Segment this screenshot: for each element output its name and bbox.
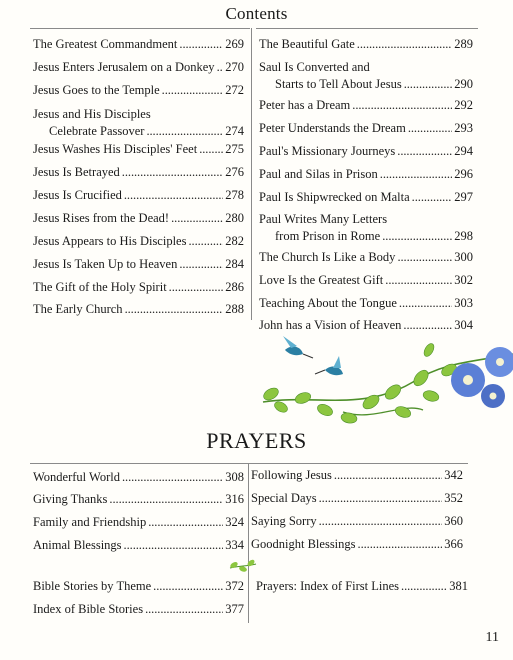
toc-entry-title-continued: Celebrate Passover [49,124,145,138]
dot-leader [397,249,452,266]
toc-entry-page: 334 [225,538,244,552]
toc-entry [33,514,244,531]
toc-entry-title: Paul Writes Many Letters [259,212,388,226]
dot-leader [109,491,223,508]
toc-entry-page: 274 [225,124,244,138]
toc-entry-title: Jesus Enters Jerusalem on a Donkey [33,60,215,74]
toc-entry [33,36,244,53]
toc-entry [33,210,244,227]
toc-entry-page: 308 [225,470,244,484]
toc-entry-page: 292 [454,98,473,112]
toc-entry-page: 360 [444,514,463,528]
toc-entry [33,537,244,554]
toc-entry-page: 298 [454,229,473,243]
dot-leader [122,469,223,486]
toc-entry-title: Special Days [251,491,317,505]
toc-entry-page: 342 [444,468,463,482]
toc-entry-title: Giving Thanks [33,492,108,506]
toc-entry-page: 270 [225,60,244,74]
dot-leader [179,36,223,53]
toc-entry-title: Index of Bible Stories [33,602,144,616]
dot-leader [397,143,452,160]
toc-entry-title: Goodnight Blessings [251,537,356,551]
toc-entry [33,578,244,595]
toc-entry-page: 300 [454,250,473,264]
toc-entry [259,211,473,245]
toc-entry-page: 276 [225,165,244,179]
prayers-column-divider [248,463,249,623]
toc-entry [259,295,473,312]
toc-entry-title: Paul Is Shipwrecked on Malta [259,190,410,204]
toc-entry-title: Jesus Is Taken Up to Heaven [33,257,178,271]
toc-entry-title: Paul and Silas in Prison [259,167,378,181]
toc-entry-title: The Greatest Commandment [33,37,178,51]
dot-leader [319,513,443,530]
toc-entry-page: 280 [225,211,244,225]
toc-entry [33,82,244,99]
toc-entry-page: 352 [444,491,463,505]
toc-entry [251,536,463,553]
toc-entry-page: 304 [454,318,473,332]
toc-entry [251,513,463,530]
toc-entry [33,59,244,76]
toc-entry [33,106,244,140]
dot-leader [357,36,452,53]
toc-entry-title: Teaching About the Tongue [259,296,397,310]
toc-entry-page: 278 [225,188,244,202]
toc-entry-title: Jesus Washes His Disciples' Feet [33,142,198,156]
toc-entry-title: Peter Understands the Dream [259,121,406,135]
toc-entry-title: Prayers: Index of First Lines [256,579,400,593]
dot-leader [408,120,452,137]
toc-entry [33,491,244,508]
toc-entry-title: Jesus Appears to His Disciples [33,234,187,248]
dot-leader [412,189,453,206]
toc-entry-title: Following Jesus [251,468,332,482]
toc-entry [33,187,244,204]
toc-entry-page: 377 [225,602,244,616]
toc-entry [33,164,244,181]
toc-entry-title: Bible Stories by Theme [33,579,152,593]
toc-entry-page: 289 [454,37,473,51]
toc-entry-title: Love Is the Greatest Gift [259,273,384,287]
toc-entry-page: 284 [225,257,244,271]
dot-leader [153,578,223,595]
toc-entry [33,233,244,250]
dot-leader [148,514,223,531]
toc-entry-page: 272 [225,83,244,97]
column-divider [251,28,252,320]
dot-leader [171,210,223,227]
dot-leader [199,141,223,158]
toc-entry-title: Jesus Goes to the Temple [33,83,160,97]
toc-entry-title: Jesus Is Betrayed [33,165,120,179]
contents-top-rule [30,28,250,29]
toc-entry [33,601,244,618]
dot-leader [382,228,452,245]
toc-entry [33,469,244,486]
toc-entry [259,120,473,137]
toc-entry-page: 294 [454,144,473,158]
dot-leader [145,601,223,618]
contents-heading: Contents [225,4,288,23]
toc-entry [259,166,473,183]
toc-entry-title-continued: Starts to Tell About Jesus [275,77,402,91]
toc-entry-page: 293 [454,121,473,135]
toc-entry-title: Jesus Is Crucified [33,188,122,202]
dot-leader [380,166,452,183]
toc-entry-page: 302 [454,273,473,287]
toc-entry-title: John has a Vision of Heaven [259,318,402,332]
dot-leader [146,123,223,140]
toc-entry-page: 290 [454,77,473,91]
dot-leader [122,164,223,181]
toc-entry-page: 381 [449,579,468,593]
dot-leader [352,97,452,114]
toc-entry-page: 286 [225,280,244,294]
dot-leader [401,578,447,595]
dot-leader [179,256,223,273]
toc-entry-title: Jesus and His Disciples [33,107,151,121]
toc-entry-page: 316 [225,492,244,506]
toc-entry [259,143,473,160]
dot-leader [358,536,443,553]
toc-entry [251,490,463,507]
dot-leader [334,467,442,484]
toc-entry [33,141,244,158]
dot-leader [124,537,224,554]
toc-entry-title: Wonderful World [33,470,120,484]
toc-entry-title: Animal Blessings [33,538,122,552]
toc-entry [259,97,473,114]
toc-entry-title: Jesus Rises from the Dead! [33,211,170,225]
toc-entry-title: The Church Is Like a Body [259,250,396,264]
dot-leader [399,295,452,312]
toc-entry-page: 297 [454,190,473,204]
toc-entry-page: 372 [225,579,244,593]
toc-entry-title: Saying Sorry [251,514,317,528]
toc-entry-page: 296 [454,167,473,181]
dot-leader [124,187,223,204]
dot-leader [162,82,224,99]
dot-leader [169,279,224,296]
toc-entry-page: 288 [225,302,244,316]
toc-entry-page: 269 [225,37,244,51]
toc-entry-title: Saul Is Converted and [259,60,370,74]
toc-entry-title: Paul's Missionary Journeys [259,144,396,158]
prayers-top-rule [30,463,250,464]
toc-entry-page: 324 [225,515,244,529]
prayers-heading: PRAYERS [206,428,307,453]
leaf-sprig-illustration [228,558,258,574]
dot-leader [404,76,453,93]
contents-top-rule-right [256,28,478,29]
toc-entry [251,467,463,484]
flower-vine-with-birds-illustration [253,332,513,442]
toc-entry [256,578,468,595]
prayers-top-rule-right [248,463,468,464]
toc-entry-page: 366 [444,537,463,551]
dot-leader [217,59,224,76]
page-number: 11 [485,630,499,645]
dot-leader [188,233,223,250]
toc-entry [33,279,244,296]
toc-entry-title: The Early Church [33,302,123,316]
toc-entry-page: 303 [454,296,473,310]
toc-entry [259,36,473,53]
toc-entry [259,59,473,93]
dot-leader [385,272,452,289]
toc-entry [259,272,473,289]
toc-entry-page: 275 [225,142,244,156]
toc-entry-page: 282 [225,234,244,248]
toc-entry [33,301,244,318]
toc-entry-title: The Beautiful Gate [259,37,355,51]
toc-entry-title-continued: from Prison in Rome [275,229,381,243]
dot-leader [319,490,443,507]
toc-entry-title: The Gift of the Holy Spirit [33,280,167,294]
toc-entry-title: Peter has a Dream [259,98,351,112]
toc-entry [259,249,473,266]
toc-entry [33,256,244,273]
toc-entry [259,189,473,206]
dot-leader [125,301,224,318]
toc-entry-title: Family and Friendship [33,515,147,529]
